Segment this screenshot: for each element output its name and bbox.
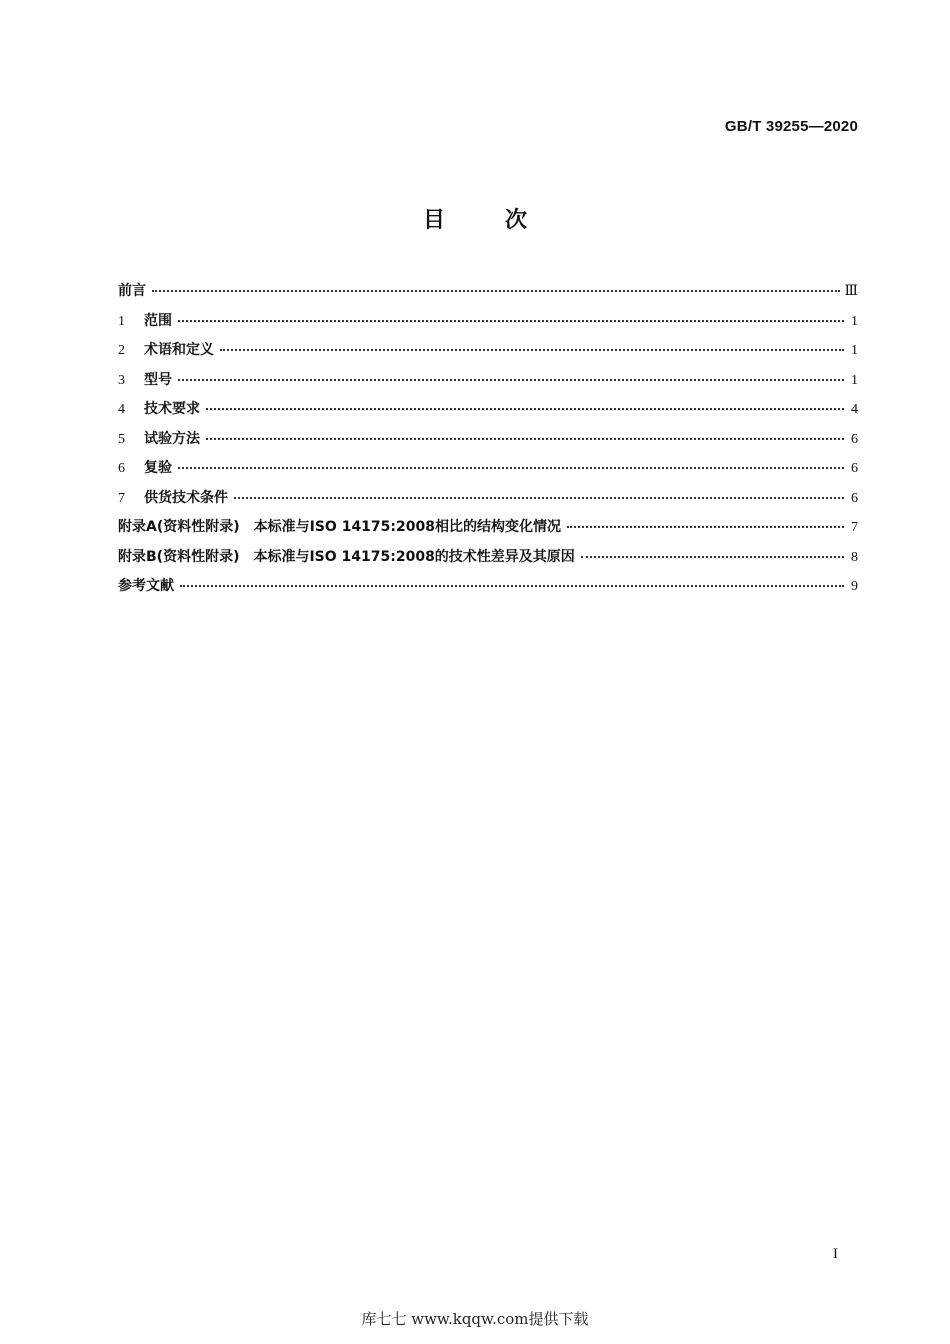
dot-leader [178,320,844,322]
toc-entry-requirements[interactable] [118,398,858,428]
toc-entry-label: 前言 [118,283,146,299]
dot-leader [581,556,844,558]
toc-entry-number: 3 [118,372,125,388]
toc-entry-preface[interactable] [118,280,858,310]
page-title: 目次 [422,208,587,233]
standard-code: GB/T 39255—2020 [724,118,858,135]
toc-entry-page: Ⅲ [844,284,858,299]
toc-entry-appendix-a[interactable] [118,516,858,546]
table-of-contents [118,280,858,605]
toc-entry-label: 型号 [144,371,172,388]
toc-entry-number: 5 [118,431,125,447]
toc-entry-number: 2 [118,343,125,358]
toc-entry-number: 4 [118,402,125,417]
dot-leader [234,497,844,499]
toc-entry-supply-conditions[interactable] [118,487,858,517]
toc-entry-page: 6 [851,461,858,476]
dot-leader [152,290,840,292]
dot-leader [206,408,844,410]
toc-entry-retest[interactable] [118,457,858,487]
toc-entry-number: 6 [118,461,125,476]
toc-entry-terms[interactable] [118,339,858,369]
toc-entry-number: 1 [118,313,125,329]
toc-entry-references[interactable] [118,575,858,605]
toc-entry-number: 7 [118,490,125,506]
toc-entry-page: 1 [851,343,858,358]
toc-entry-label: 附录A(资料性附录) 本标准与ISO 14175:2008相比的结构变化情况 [118,519,561,535]
toc-entry-page: 8 [851,549,858,565]
dot-leader [180,585,844,587]
toc-entry-page: 1 [851,313,858,329]
dot-leader [178,379,844,381]
toc-entry-label: 复验 [144,460,172,476]
toc-entry-label: 附录B(资料性附录) 本标准与ISO 14175:2008的技术性差异及其原因 [118,548,575,565]
dot-leader [567,526,844,528]
toc-entry-label: 供货技术条件 [144,489,228,506]
toc-entry-page: 6 [851,431,858,447]
toc-entry-label: 术语和定义 [144,342,214,358]
toc-entry-label: 范围 [144,312,172,329]
dot-leader [206,438,844,440]
toc-entry-scope[interactable] [118,310,858,340]
toc-entry-label: 参考文献 [118,578,174,594]
toc-entry-appendix-b[interactable] [118,546,858,576]
toc-entry-page: 9 [851,579,858,594]
dot-leader [220,349,844,351]
toc-entry-page: 1 [851,372,858,388]
toc-entry-test-methods[interactable] [118,428,858,458]
toc-entry-label: 试验方法 [144,430,200,447]
toc-entry-page: 7 [851,520,858,535]
toc-entry-page: 6 [851,490,858,506]
dot-leader [178,467,844,469]
download-footer: 库七七 www.kqqw.com提供下载 [361,1310,589,1328]
toc-entry-label: 技术要求 [144,401,200,417]
toc-entry-models[interactable] [118,369,858,399]
page-number: I [833,1246,838,1262]
toc-entry-page: 4 [851,402,858,417]
